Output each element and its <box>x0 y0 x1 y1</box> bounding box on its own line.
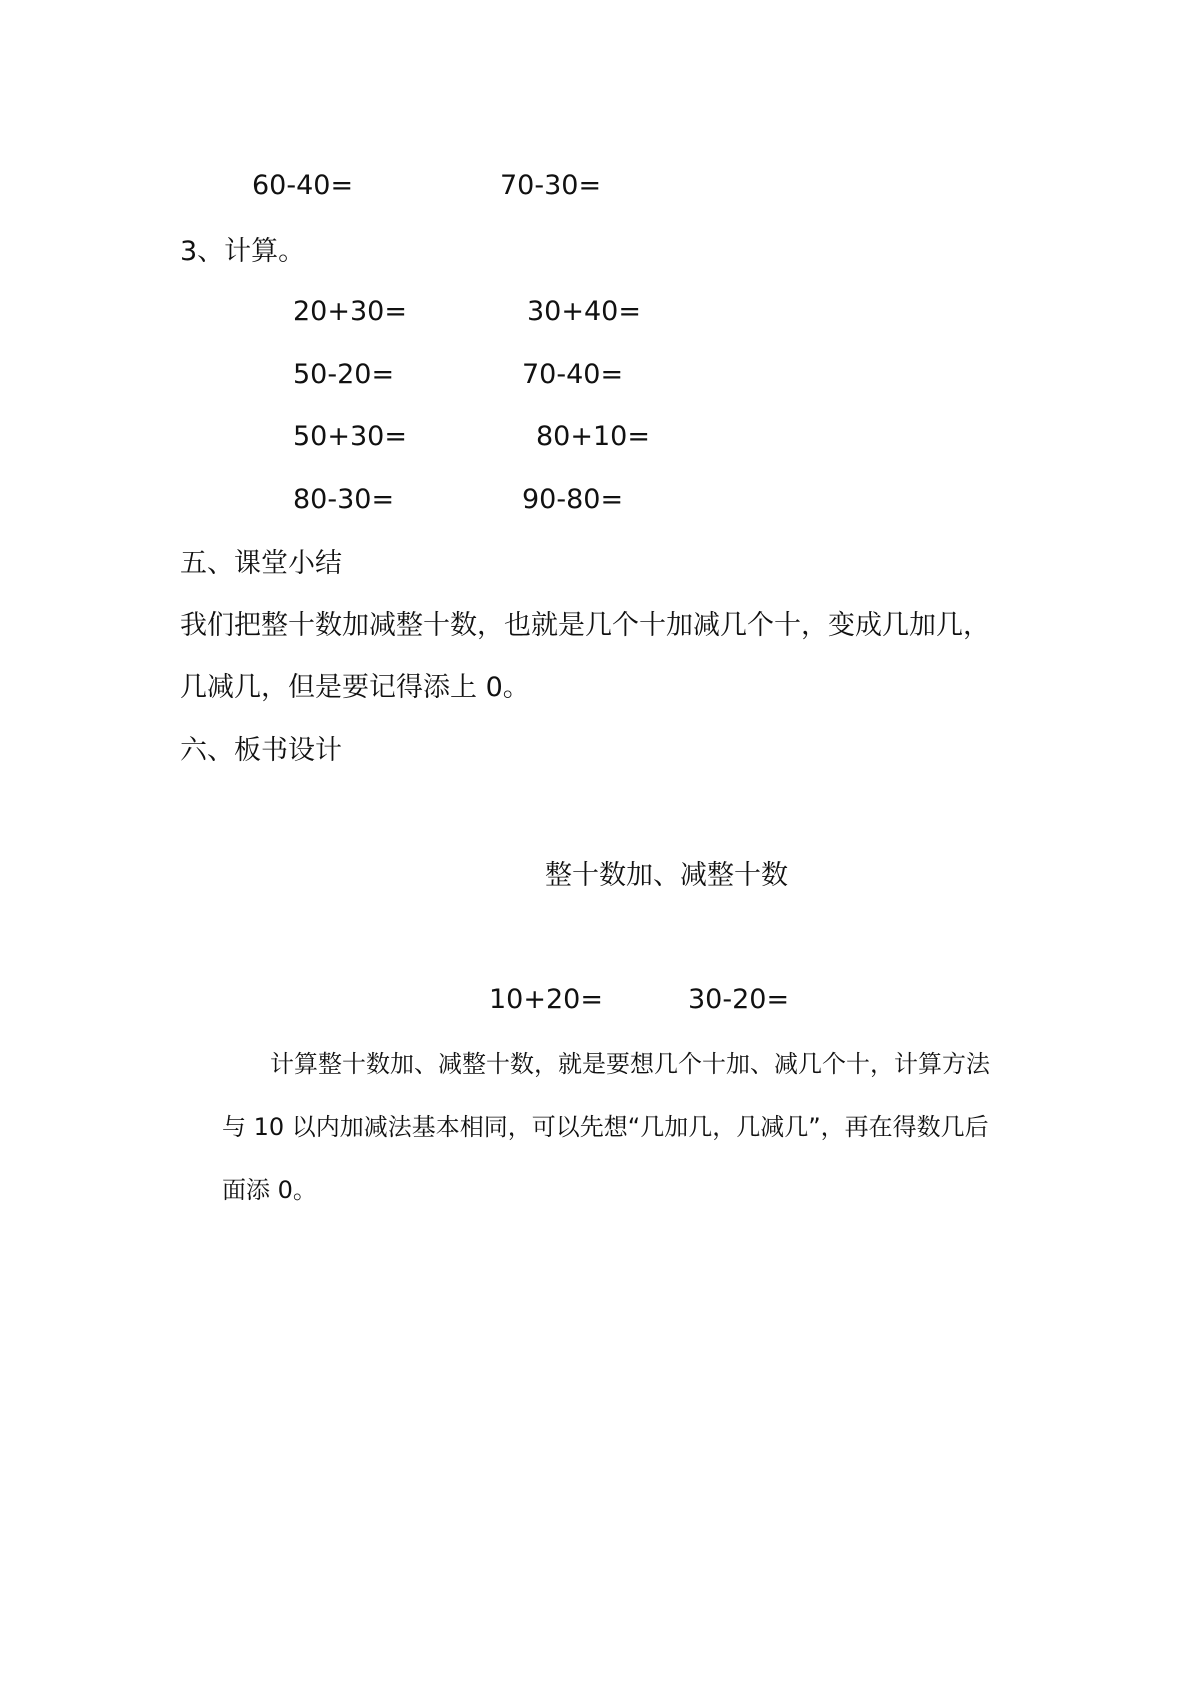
equation-row1-left: 20+30= <box>293 296 407 327</box>
section5-heading: 五、课堂小结 <box>180 548 342 579</box>
summary-line-2: 几减几，但是要记得添上 0。 <box>180 672 530 703</box>
board-note-line-1: 计算整十数加、减整十数，就是要想几个十加、减几个十，计算方法 <box>270 1050 990 1078</box>
section3-heading: 3、计算。 <box>180 236 306 267</box>
equation-row4-left: 80-30= <box>293 484 395 515</box>
board-example-left: 10+20= <box>489 984 603 1015</box>
equation-row2-left: 50-20= <box>293 359 395 390</box>
equation-top-right: 70-30= <box>500 170 602 201</box>
board-title: 整十数加、减整十数 <box>545 860 788 891</box>
equation-top-left: 60-40= <box>252 170 354 201</box>
equation-row4-right: 90-80= <box>522 484 624 515</box>
equation-row2-right: 70-40= <box>522 359 624 390</box>
equation-row1-right: 30+40= <box>527 296 641 327</box>
board-note-line-2: 与 10 以内加减法基本相同，可以先想“几加几，几减几”，再在得数几后 <box>222 1113 989 1141</box>
equation-row3-left: 50+30= <box>293 421 407 452</box>
board-example-right: 30-20= <box>688 984 790 1015</box>
equation-row3-right: 80+10= <box>536 421 650 452</box>
summary-line-1: 我们把整十数加减整十数，也就是几个十加减几个十，变成几加几， <box>180 610 990 641</box>
section6-heading: 六、板书设计 <box>180 735 342 766</box>
board-note-line-3: 面添 0。 <box>222 1176 317 1204</box>
